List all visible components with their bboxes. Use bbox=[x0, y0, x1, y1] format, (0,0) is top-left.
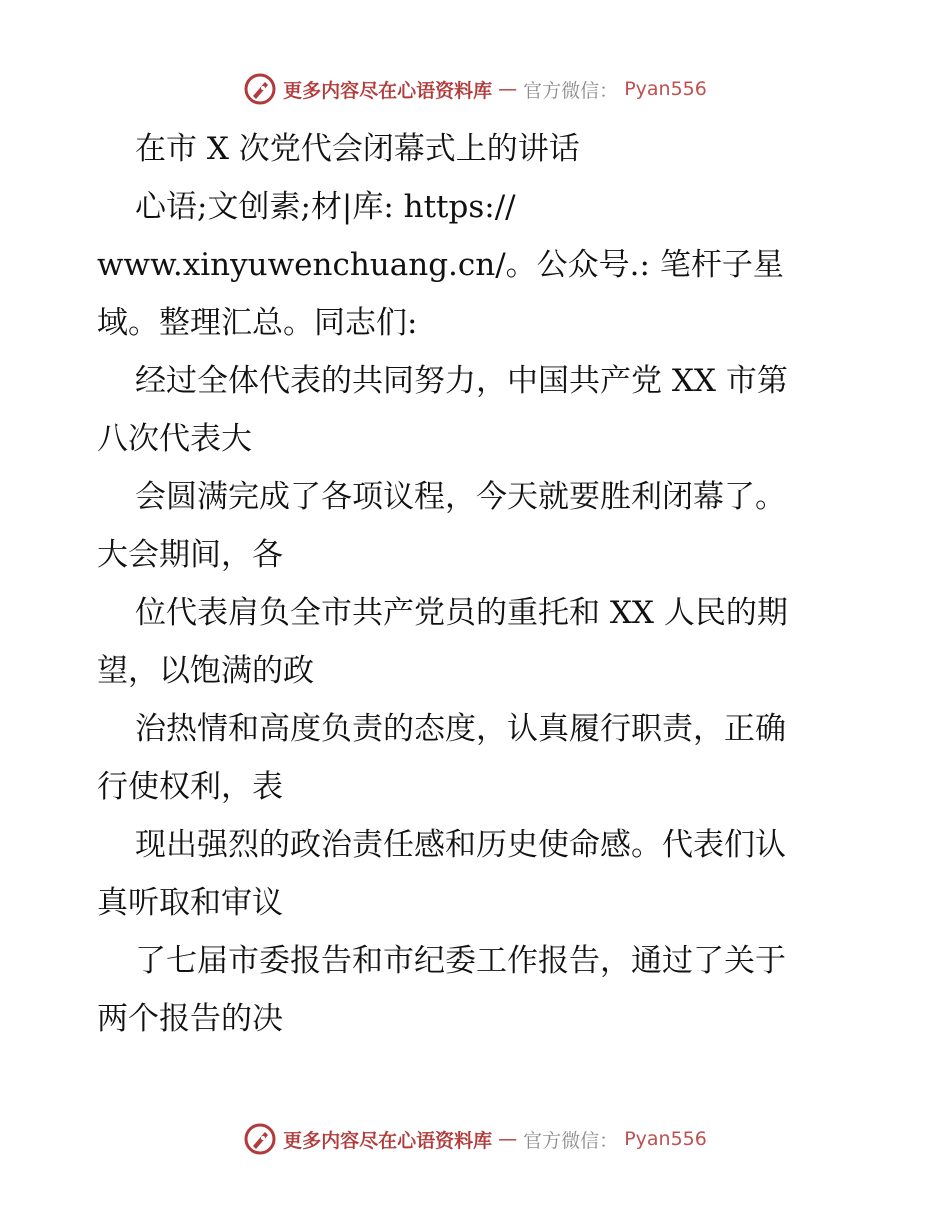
paragraph-line: 经过全体代表的共同努力，中国共产党 XX 市第 bbox=[135, 363, 788, 399]
banner-wechat-label: 官方微信： bbox=[523, 1129, 619, 1152]
document-body bbox=[97, 120, 857, 1048]
pen-seal-logo-icon bbox=[243, 1122, 277, 1156]
footer-watermark-banner bbox=[0, 1122, 950, 1156]
paragraph-line: 行使权利，表 bbox=[97, 769, 283, 805]
paragraph-line: 八次代表大 bbox=[97, 421, 252, 457]
document-title: 在市 X 次党代会闭幕式上的讲话 bbox=[135, 131, 580, 167]
paragraph-line: 心语;文创素;材|库: https:// bbox=[135, 189, 516, 225]
banner-wechat-id: Pyan556 bbox=[624, 1128, 707, 1150]
banner-wechat-id: Pyan556 bbox=[624, 78, 707, 100]
banner-separator: — bbox=[498, 78, 518, 100]
paragraph-line: 了七届市委报告和市纪委工作报告，通过了关于 bbox=[135, 943, 786, 979]
paragraph-line: 大会期间，各 bbox=[97, 537, 283, 573]
banner-wechat-label: 官方微信： bbox=[523, 79, 619, 102]
paragraph-line: 会圆满完成了各项议程，今天就要胜利闭幕了。 bbox=[135, 479, 786, 515]
banner-separator: — bbox=[498, 1128, 518, 1150]
paragraph-line: 位代表肩负全市共产党员的重托和 XX 人民的期 bbox=[135, 595, 788, 631]
banner-lead-text: 更多内容尽在心语资料库 bbox=[283, 79, 493, 102]
paragraph-line: 两个报告的决 bbox=[97, 1001, 283, 1037]
paragraph-line: 现出强烈的政治责任感和历史使命感。代表们认 bbox=[135, 827, 786, 863]
paragraph-line: 域。整理汇总。同志们: bbox=[97, 305, 418, 341]
banner-lead-text: 更多内容尽在心语资料库 bbox=[283, 1129, 493, 1152]
paragraph-line: 望，以饱满的政 bbox=[97, 653, 314, 689]
paragraph-line: 真听取和审议 bbox=[97, 885, 283, 921]
paragraph-line: 治热情和高度负责的态度，认真履行职责，正确 bbox=[135, 711, 786, 747]
pen-seal-logo-icon bbox=[243, 72, 277, 106]
paragraph-line: www.xinyuwenchuang.cn/。公众号.: 笔杆子星 bbox=[97, 247, 784, 283]
header-watermark-banner bbox=[0, 72, 950, 106]
